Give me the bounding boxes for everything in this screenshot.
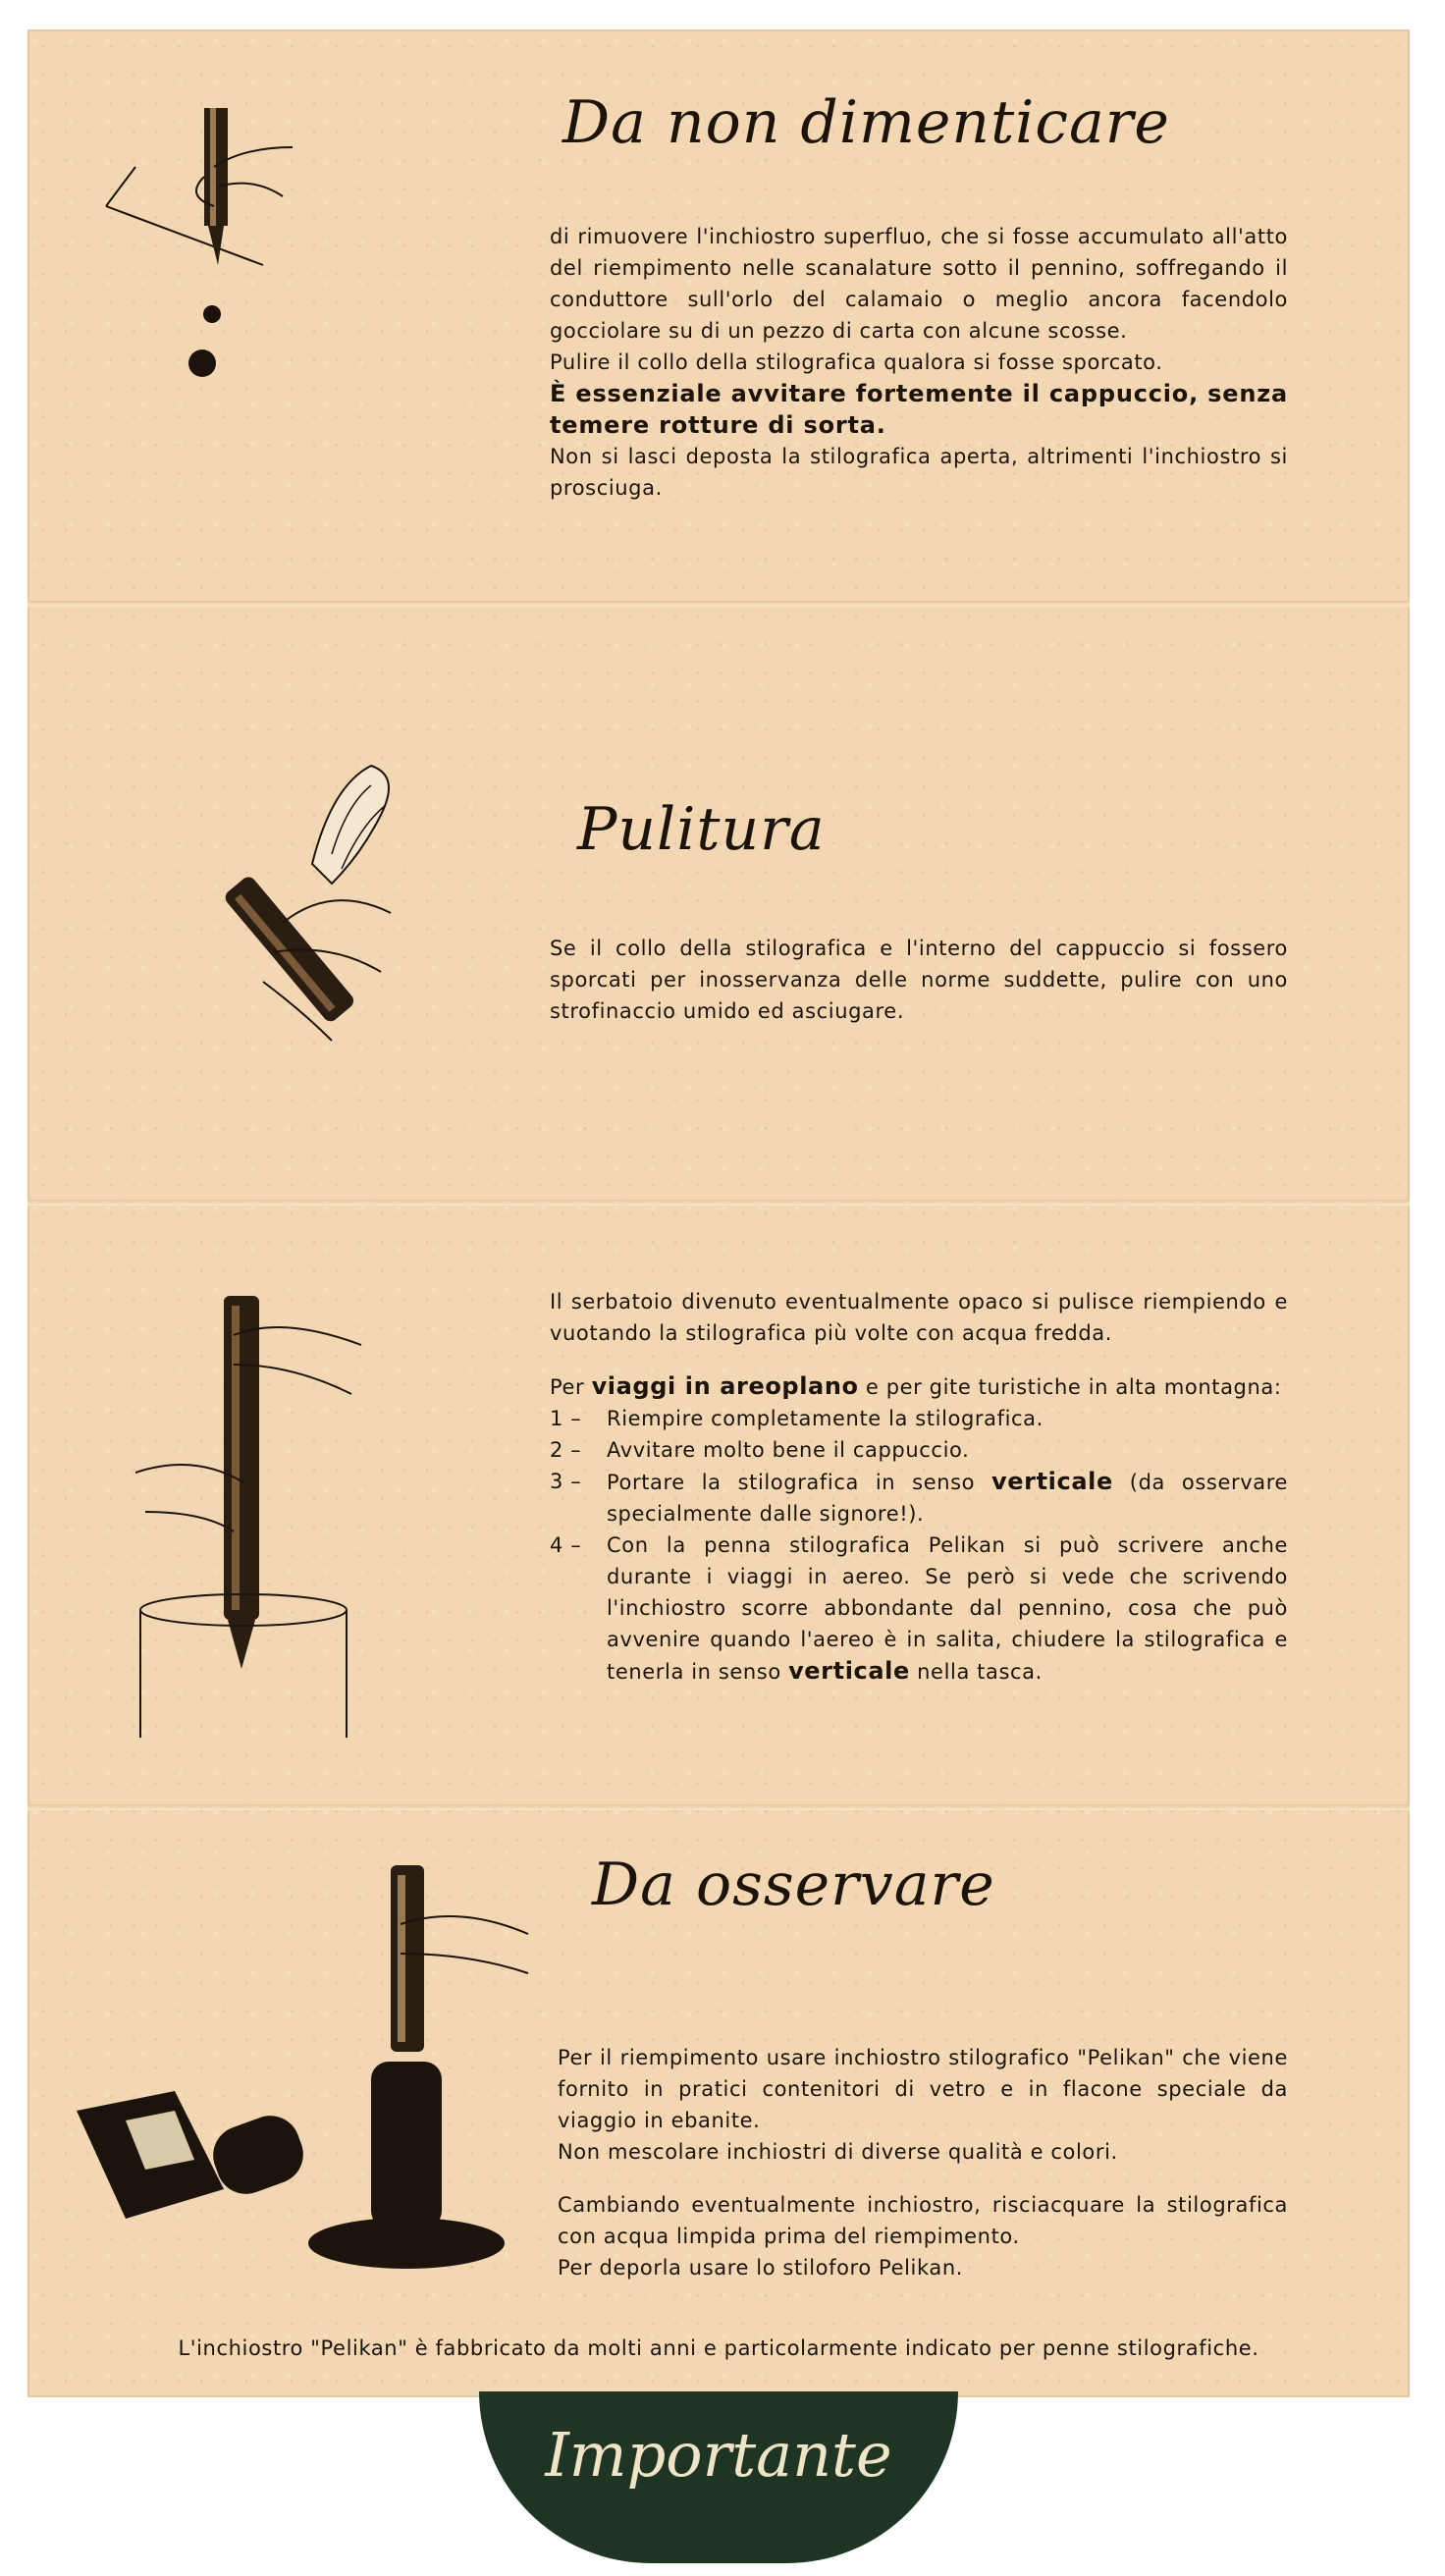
step-bold: verticale: [788, 1657, 910, 1685]
paragraph: Pulire il collo della stilografica qualora si fosse sporcato.: [550, 350, 1163, 374]
paragraph: Se il collo della stilografica e l'interno del cappuccio si fossero sporcati per inosservanza delle norme suddette, pulire con uno strofinaccio umido ed asciugare.: [550, 937, 1288, 1023]
step-text: Con la penna stilografica Pelikan si può scrivere anche durante i viaggi in aereo. Se però si vede che scrivendo l'inchiostro scorre abbondante dal pennino, cosa che può avvenire quando l'aereo è in salita, chiudere la stilografica e tenerla in senso: [607, 1533, 1288, 1684]
step-text: Avvitare molto bene il cappuccio.: [607, 1438, 970, 1462]
step-number: 3 –: [550, 1470, 582, 1493]
section-body: [550, 221, 1288, 504]
paragraph: Non si lasci deposta la stilografica aperta, altrimenti l'inchiostro si prosciuga.: [550, 445, 1288, 500]
section-body: [550, 933, 1288, 1027]
pen-dripping-ink-icon: [96, 108, 312, 402]
tab-label: Importante: [545, 2419, 892, 2491]
section-body: [550, 1286, 1288, 1688]
pen-in-water-glass-icon: [135, 1296, 430, 1757]
travel-paragraph: [550, 1370, 1288, 1403]
step-number: 1 –: [550, 1407, 582, 1430]
step-text: nella tasca.: [917, 1660, 1043, 1684]
fold-line: [27, 1200, 1410, 1206]
step-number: 4 –: [550, 1533, 582, 1557]
paragraph: Per il riempimento usare inchiostro stilografico "Pelikan" che viene fornito in pratici contenitori di vetro e in flacone speciale da viaggio in ebanite.: [558, 2046, 1288, 2132]
steps-list: [550, 1403, 1288, 1688]
travel-prefix: Per: [550, 1375, 585, 1399]
emphasis-paragraph: È essenziale avvitare fortemente il cappuccio, senza temere rotture di sorta.: [550, 380, 1288, 439]
section-heading: Pulitura: [577, 795, 826, 864]
section-da-osservare: [27, 1826, 1410, 2317]
list-item: [550, 1466, 1288, 1530]
section-da-non-dimenticare: [27, 29, 1410, 604]
paragraph: Per deporla usare lo stiloforo Pelikan.: [558, 2256, 964, 2280]
fold-line: [27, 601, 1410, 607]
travel-rest: e per gite turistiche in alta montagna:: [865, 1375, 1282, 1399]
importante-tab: [479, 2391, 958, 2563]
paragraph: Cambiando eventualmente inchiostro, risciacquare la stilografica con acqua limpida prima del riempimento.: [558, 2193, 1288, 2248]
fold-line: [27, 1804, 1410, 1810]
step-number: 2 –: [550, 1438, 582, 1462]
section-travel: [27, 1203, 1410, 1821]
list-item: [550, 1434, 1288, 1466]
step-text: Riempire completamente la stilografica.: [607, 1407, 1044, 1430]
section-body: [558, 2042, 1288, 2283]
section-heading: Da osservare: [592, 1851, 995, 1919]
step-text: Portare la stilografica in senso: [607, 1471, 976, 1494]
list-item: [550, 1403, 1288, 1434]
intro-paragraph: Il serbatoio divenuto eventualmente opaco si pulisce riempiendo e vuotando la stilografica più volte con acqua fredda.: [550, 1290, 1288, 1345]
section-pulitura: [27, 609, 1410, 1198]
ink-bottle-and-pen-stand-icon: [67, 1865, 577, 2297]
paragraph: di rimuovere l'inchiostro superfluo, che si fosse accumulato all'atto del riempimento nelle scanalature sotto il pennino, soffregando il conduttore sull'orlo del calamaio o meglio ancora facendolo gocciolare su di un pezzo di carta con alcune scosse.: [550, 225, 1288, 343]
list-item: [550, 1530, 1288, 1688]
step-text: (da osservare specialmente dalle signore!).: [607, 1471, 1288, 1526]
step-bold: verticale: [991, 1468, 1113, 1495]
paragraph: Non mescolare inchiostri di diverse qualità e colori.: [558, 2140, 1118, 2164]
instruction-leaflet: [27, 29, 1410, 2397]
section-heading: Da non dimenticare: [562, 88, 1170, 157]
footer-note: L'inchiostro "Pelikan" è fabbricato da molti anni e particolarmente indicato per penne stilografiche.: [178, 2336, 1259, 2360]
pen-cleaning-cloth-icon: [135, 746, 430, 1070]
travel-bold: viaggi in areoplano: [591, 1372, 859, 1400]
